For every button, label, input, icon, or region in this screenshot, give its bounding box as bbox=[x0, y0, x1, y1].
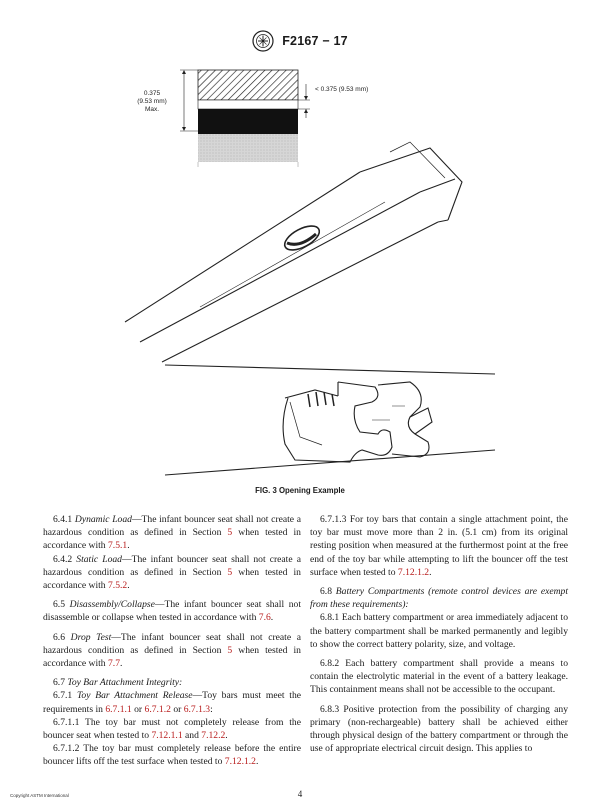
section-link[interactable]: 7.12.1.2 bbox=[224, 756, 256, 768]
section-link[interactable]: 5 bbox=[227, 644, 233, 656]
cross-section bbox=[180, 70, 310, 167]
right-column bbox=[310, 513, 568, 755]
para-6-7-1-2: 6.7.1.2 The toy bar must completely release before the entire bouncer lifts off the test surface when tested to 7.12.1.2. bbox=[43, 743, 301, 768]
section-link[interactable]: 7.12.1.2 bbox=[397, 566, 430, 578]
para-6-7-1-3: 6.7.1.3 For toy bars that contain a single attachment point, the toy bar must move more than 2 in. (5.1 cm) from its original resting position when measured at the furthermost point at the free end of the toy bar while attempting to lift the bouncer off the test surface when tested to 7.12.1.2. bbox=[310, 514, 568, 578]
para-6-6: 6.6 Drop Test—The infant bouncer seat shall not create a hazardous condition as defined in Section 5 when tested in accordance with 7.7. bbox=[43, 631, 301, 670]
figure-3 bbox=[110, 62, 500, 487]
para-6-7-1-1: 6.7.1.1 The toy bar must not completely release from the bouncer seat when tested to 7.12.1.1 and 7.12.2. bbox=[43, 716, 301, 742]
page-number: 4 bbox=[297, 789, 303, 799]
section-link[interactable]: 5 bbox=[227, 527, 233, 539]
section-link[interactable]: 7.6 bbox=[258, 612, 271, 624]
section-link[interactable]: 7.5.2 bbox=[108, 580, 128, 592]
para-6-7-1: 6.7.1 Toy Bar Attachment Release—Toy bars must meet the requirements in 6.7.1.1 or 6.7.1.2 or 6.7.1.3: bbox=[43, 690, 301, 715]
left-column bbox=[43, 513, 301, 769]
standard-designation: F2167 − 17 bbox=[282, 34, 348, 48]
para-6-8: 6.8 Battery Compartments (remote control devices are exempt from these requirements): bbox=[310, 586, 568, 611]
para-6-7: 6.7 Toy Bar Attachment Integrity: bbox=[53, 677, 183, 689]
section-link[interactable]: 6.7.1.1 bbox=[105, 703, 132, 715]
copyright-notice: Copyright ASTM International bbox=[10, 793, 69, 798]
astm-logo-icon bbox=[252, 30, 274, 52]
section-link[interactable]: 7.12.1.1 bbox=[151, 730, 183, 742]
para-6-4-2: 6.4.2 Static Load—The infant bouncer seat shall not create a hazardous condition as defined in Section 5 when tested in accordance with 7.5.2. bbox=[43, 553, 301, 592]
section-link[interactable]: 7.5.1 bbox=[108, 540, 128, 552]
section-link[interactable]: 6.7.1.3 bbox=[183, 703, 211, 715]
clip-drawing bbox=[165, 365, 495, 475]
figure-drawing bbox=[110, 62, 500, 487]
section-link[interactable]: 7.12.2 bbox=[201, 730, 226, 742]
dim-label-right: < 0.375 (9.53 mm) bbox=[315, 86, 369, 93]
para-6-8-2: 6.8.2 Each battery compartment shall provide a means to contain the electrolytic material in the event of a battery leakage. This containment means shall not be accessible to the occupant. bbox=[310, 658, 568, 696]
para-6-8-1: 6.8.1 Each battery compartment or area immediately adjacent to the battery compartment shall be marked permanently and legibly to show the correct battery polarity, size, and voltage. bbox=[310, 612, 568, 650]
dim-label-left: 0.375 (9.53 mm) Max. bbox=[137, 90, 167, 113]
para-6-4-1: 6.4.1 Dynamic Load—The infant bouncer seat shall not create a hazardous condition as defined in Section 5 when tested in accordance with 7.5.1. bbox=[43, 514, 301, 552]
section-link[interactable]: 6.7.1.2 bbox=[144, 703, 171, 715]
figure-caption: FIG. 3 Opening Example bbox=[255, 486, 345, 495]
page-header bbox=[0, 30, 600, 52]
tube-drawing bbox=[125, 142, 462, 362]
section-link[interactable]: 7.7 bbox=[108, 658, 120, 670]
para-6-8-3: 6.8.3 Positive protection from the possibility of charging any primary (non-rechargeable) battery shall be achieved either through physical design of the battery compartment or through the use of appropriate electrical circuit design. This applies to bbox=[310, 703, 568, 755]
section-link[interactable]: 5 bbox=[227, 566, 233, 578]
para-6-5: 6.5 Disassembly/Collapse—The infant bouncer seat shall not disassemble or collapse when tested in accordance with 7.6. bbox=[43, 599, 302, 624]
